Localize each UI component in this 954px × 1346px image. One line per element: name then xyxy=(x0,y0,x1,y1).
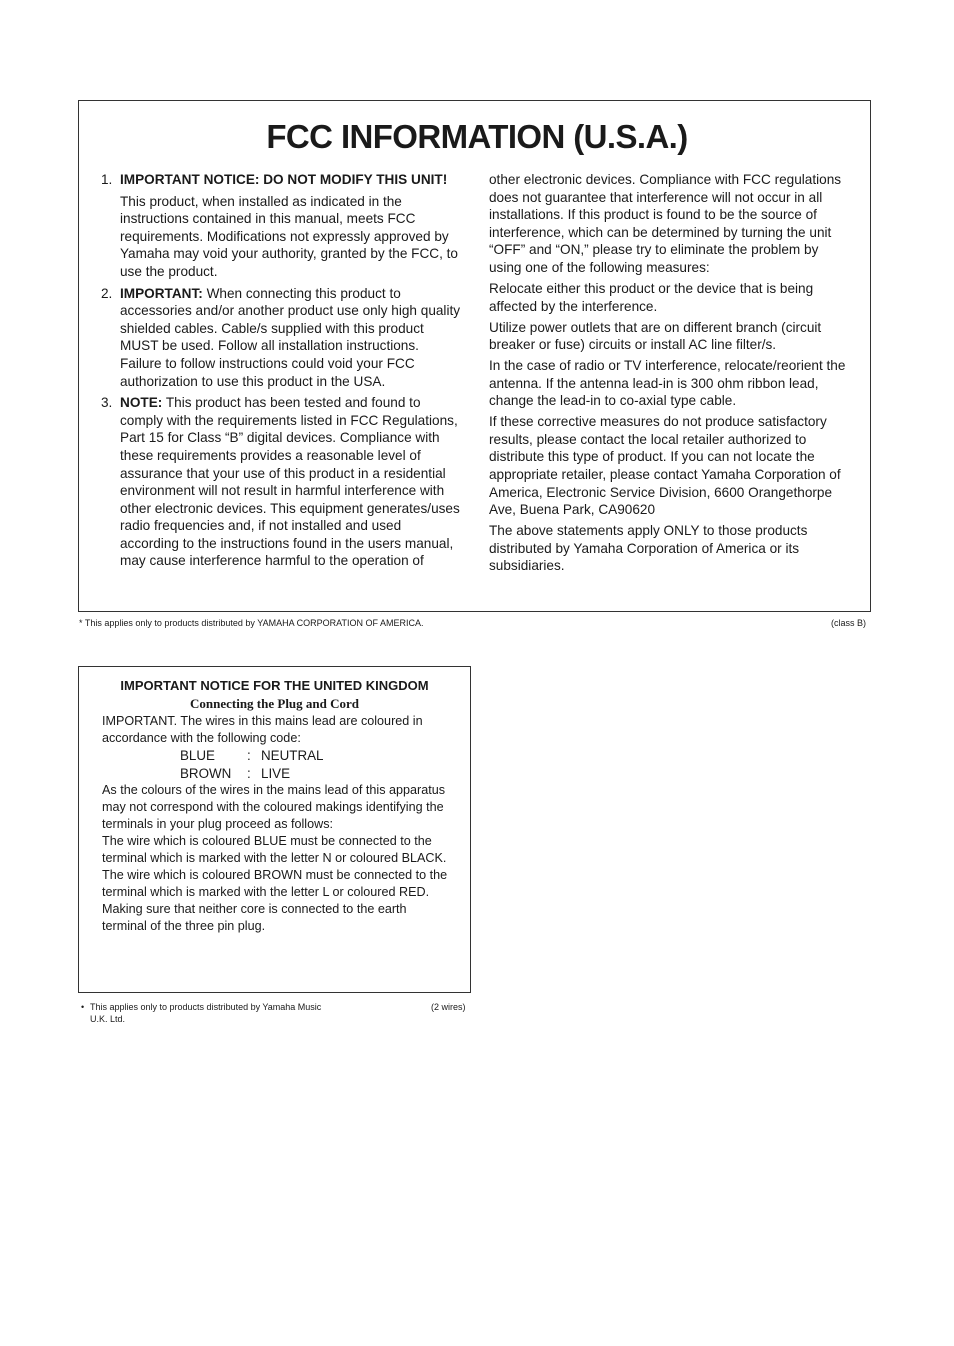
item-number: 2. xyxy=(101,285,113,301)
item-number: 3. xyxy=(101,395,113,411)
item-number: 1. xyxy=(101,172,113,187)
wire-code-row-brown xyxy=(102,765,452,783)
wire-function: NEUTRAL xyxy=(261,748,324,763)
uk-paragraph: Making sure that neither core is connected to the earth terminal of the three pin plug. xyxy=(102,902,407,933)
wire-color: BROWN xyxy=(180,765,232,781)
fcc-left-column xyxy=(100,171,462,574)
uk-heading: IMPORTANT NOTICE FOR THE UNITED KINGDOM xyxy=(120,678,429,693)
wire-color: BLUE xyxy=(180,748,215,763)
fcc-paragraph: If these corrective measures do not produce satisfactory results, please contact the local retailer authorized to distribute this type of product. If you can not locate the appropriate retailer, please contact Yamaha Corporation of America, Electronic Service Division, 6600 Orangethorpe Ave, Buena Park, CA90620 xyxy=(489,414,841,518)
fcc-class-tag: (class B) xyxy=(831,618,867,628)
item-text: This product, when installed as indicated in the instructions contained in this manual, meets FCC requirements. Modifications not expressly approved by Yamaha may void your authority, granted by the FCC, to use the product. xyxy=(120,193,458,279)
fcc-paragraph: other electronic devices. Compliance with FCC regulations does not guarantee that interference will not occur in all installations. If this product is found to be the source of interference, which can be determined by turning the unit “OFF” and “ON,” please try to eliminate the problem by using one of the following measures: xyxy=(489,172,842,275)
item-text: This product has been tested and found to comply with the requirements listed in FCC Regulations, Part 15 for Class “B” digital devices. Compliance with these requirements provides a reasonable level of assurance that your use of this product in a residential environment will not result in harmful interference with other electronic devices. This equipment generates/uses radio frequencies and, if not installed and used according to the instructions found in the users manual, may cause interference harmful to the operation of xyxy=(120,395,460,569)
uk-paragraph: As the colours of the wires in the mains lead of this apparatus may not correspond with the coloured makings identifying the terminals in your plug proceed as follows: xyxy=(102,783,446,831)
fcc-paragraph: Relocate either this product or the device that is being affected by the interference. xyxy=(489,280,814,314)
wire-separator: : xyxy=(247,765,251,781)
fcc-right-column xyxy=(489,171,851,578)
wire-function: LIVE xyxy=(261,765,291,781)
item-lead: IMPORTANT NOTICE: DO NOT MODIFY THIS UNIT! xyxy=(120,172,448,187)
item-lead: IMPORTANT: xyxy=(120,285,203,301)
uk-wires-tag: (2 wires) xyxy=(431,1002,466,1012)
fcc-notice-item-2 xyxy=(100,285,462,391)
fcc-paragraph: Utilize power outlets that are on different branch (circuit breaker or fuse) circuits or install AC line filter/s. xyxy=(489,319,822,353)
uk-footnote: This applies only to products distributed by Yamaha Music U.K. Ltd. xyxy=(90,1002,322,1024)
uk-body xyxy=(102,713,452,935)
uk-intro: IMPORTANT. The wires in this mains lead are coloured in accordance with the following code: xyxy=(102,714,423,745)
wire-separator: : xyxy=(247,748,251,763)
uk-paragraph: The wire which is coloured BROWN must be connected to the terminal which is marked with the letter L or coloured RED. xyxy=(102,868,448,899)
item-text: When connecting this product to accessories and/or another product use only high quality shielded cables. Cable/s supplied with this product MUST be used. Follow all installation instructions. Failure to follow instructions could void your FCC authorization to use this product in the USA. xyxy=(120,285,461,389)
item-lead: NOTE: xyxy=(120,395,163,411)
bullet-icon: • xyxy=(81,1002,85,1012)
fcc-notice-item-3 xyxy=(100,394,462,570)
wire-code-row-blue xyxy=(102,747,452,765)
fcc-notice-item-1 xyxy=(100,171,462,281)
fcc-paragraph: In the case of radio or TV interference, relocate/reorient the antenna. If the antenna lead-in is 300 ohm ribbon lead, change the lead-in to co-axial type cable. xyxy=(489,358,846,409)
fcc-paragraph: The above statements apply ONLY to those products distributed by Yamaha Corporation of America or its subsidiaries. xyxy=(489,523,808,574)
uk-paragraph: The wire which is coloured BLUE must be connected to the terminal which is marked with the letter N or coloured BLACK. xyxy=(102,834,447,865)
uk-subheading: Connecting the Plug and Cord xyxy=(189,696,360,711)
fcc-title: FCC INFORMATION (U.S.A.) xyxy=(266,118,688,155)
fcc-footnote: * This applies only to products distributed by YAMAHA CORPORATION OF AMERICA. xyxy=(79,618,424,628)
